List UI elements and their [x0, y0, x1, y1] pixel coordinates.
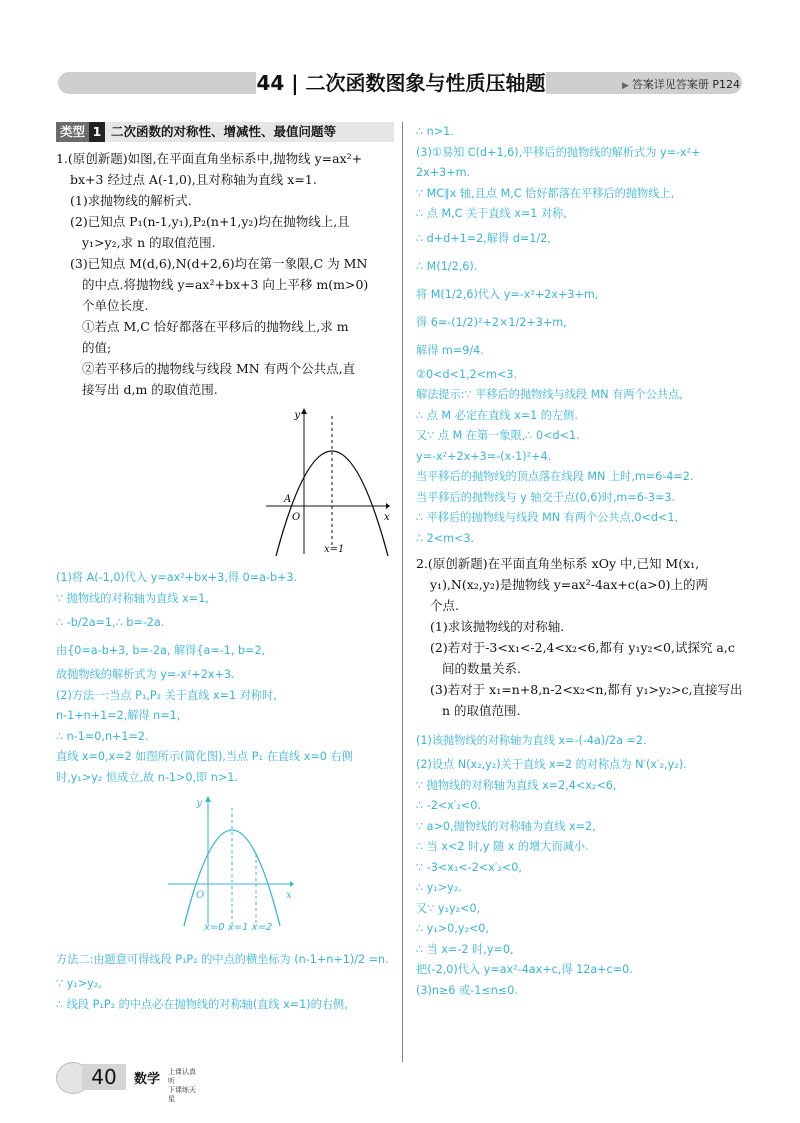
- answer-line: (1)该抛物线的对称轴为直线 x=-(-4a)/2a =2.: [416, 734, 647, 747]
- q2-part: 间的数量关系.: [442, 661, 521, 676]
- answer-reference-text: 答案详见答案册 P124: [631, 78, 740, 91]
- q1-part: 接写出 d,m 的取值范围.: [82, 382, 218, 397]
- answer-line: 直线 x=0,x=2 如图所示(简化图),当点 P₁ 在直线 x=0 右侧: [56, 750, 353, 763]
- answer-line: ∴ 线段 P₁P₂ 的中点必在抛物线的对称轴(直线 x=1)的右侧,: [56, 997, 348, 1011]
- q1-part: (3)已知点 M(d,6),N(d+2,6)均在第一象限,C 为 MN: [70, 256, 368, 271]
- triangle-icon: ▶: [621, 81, 629, 91]
- y-label: y: [196, 798, 202, 809]
- q2-part: (3)若对于 x₁=n+8,n-2<x₂<n,都有 y₁>y₂>c,直接写出: [430, 682, 743, 697]
- origin-label: O: [292, 512, 301, 523]
- answer-line: ∴ 2<m<3.: [416, 531, 475, 545]
- point-a-label: A: [284, 494, 292, 505]
- answer-line: 时,y₁>y₂ 恒成立,故 n-1>0,即 n>1.: [56, 770, 238, 784]
- q2-part: (2)若对于-3<x₁<-2,4<x₂<6,都有 y₁y₂<0,试探究 a,c: [430, 640, 735, 655]
- answer-line: ∴ 点 M,C 关于直线 x=1 对称,: [416, 207, 567, 220]
- answer-line: ∴ d+d+1=2,解得 d=1/2,: [416, 231, 551, 245]
- answer-line: ∴ y₁>0,y₂<0,: [416, 922, 489, 935]
- answer-line: ∴ y₁>y₂.: [416, 881, 462, 894]
- answer-line: 当平移后的抛物线的顶点落在线段 MN 上时,m=6-4=2.: [416, 470, 694, 483]
- page-number: 40: [82, 1064, 126, 1090]
- answer-line: n-1+n+1=2,解得 n=1,: [56, 709, 181, 722]
- y-axis-arrow: [301, 408, 307, 414]
- q1-part: y₁>y₂,求 n 的取值范围.: [82, 235, 216, 250]
- right-column: [416, 122, 746, 1001]
- q2-stem-line: 2.(原创新题)在平面直角坐标系 xOy 中,已知 M(x₁,: [416, 556, 700, 571]
- answer-line: (2)设点 N(x₂,y₂)关于直线 x=2 的对称点为 N′(x′₂,y₂).: [416, 758, 687, 771]
- graph-bottom-labels: x=0 x=1 x=2: [204, 922, 273, 933]
- answer-line: (1)将 A(-1,0)代入 y=ax²+bx+3,得 0=a-b+3.: [56, 571, 298, 584]
- answer-line: 又∵ 点 M 在第一象限,∴ 0<d<1.: [416, 429, 580, 442]
- answer-line: ②0<d<1,2<m<3.: [416, 367, 518, 381]
- q1-part: (1)求抛物线的解析式.: [70, 193, 192, 208]
- answer-line: ∴ 当 x=-2 时,y=0,: [416, 942, 514, 956]
- answer-line: ∴ 点 M 必定在直线 x=1 的左侧.: [416, 408, 578, 422]
- q1-part: 的中点.将抛物线 y=ax²+bx+3 向上平移 m(m>0): [82, 277, 369, 292]
- answer-line: y=-x²+2x+3=-(x-1)²+4.: [416, 449, 552, 463]
- q1-stem-line: 1.(原创新题)如图,在平面直角坐标系中,抛物线 y=ax²+: [56, 151, 363, 166]
- answer-line: (2)方法一:当点 P₁,P₂ 关于直线 x=1 对称时,: [56, 688, 277, 702]
- x-axis-arrow: [386, 503, 390, 509]
- origin-label: O: [196, 890, 205, 901]
- type-title: 二次函数的对称性、增减性、最值问题等: [105, 122, 394, 142]
- answer-line: 故抛物线的解析式为 y=-x²+2x+3.: [56, 668, 235, 681]
- type-number: 1: [89, 122, 105, 142]
- answer-line: ∵ -3<x₁<-2<x′₂<0,: [416, 860, 522, 874]
- answer-line: ∴ 平移后的抛物线与线段 MN 有两个公共点,0<d<1,: [416, 511, 679, 524]
- slogan: [168, 1068, 196, 1104]
- subject-label: 数学: [134, 1072, 161, 1087]
- q2-stem-line: y₁),N(x₂,y₂)是抛物线 y=ax²-4ax+c(a>0)上的两: [430, 577, 709, 592]
- answer-line: ∵ MC∥x 轴,且点 M,C 恰好都落在平移后的抛物线上,: [416, 186, 675, 200]
- type-heading: [56, 122, 394, 142]
- q2-stem-line: 个点.: [430, 598, 459, 613]
- page-title: 44 | 二次函数图象与性质压轴题: [256, 71, 546, 95]
- slogan-line: 下课练天星: [168, 1086, 196, 1103]
- answer-line: ∴ 当 x<2 时,y 随 x 的增大而减小.: [416, 840, 589, 853]
- x-axis-arrow: [290, 881, 294, 887]
- answer-line: ∴ n>1.: [416, 125, 454, 138]
- answer-line: 解得 m=9/4.: [416, 343, 484, 357]
- answer-line: ∵ 抛物线的对称轴为直线 x=2,4<x₂<6,: [416, 778, 617, 792]
- q1-part: (2)已知点 P₁(n-1,y₁),P₂(n+1,y₂)均在抛物线上,且: [70, 214, 350, 229]
- answer-line: ∵ a>0,抛物线的对称轴为直线 x=2,: [416, 819, 596, 833]
- answer-line: 得 6=-(1/2)²+2×1/2+3+m,: [416, 315, 567, 329]
- type-tag: 类型: [56, 122, 89, 142]
- answer-line: 当平移后的抛物线与 y 轴交于点(0,6)时,m=6-3=3.: [416, 490, 676, 504]
- q1-parabola-graph: [266, 406, 390, 556]
- answer-line: 解法提示:∵ 平移后的抛物线与线段 MN 有两个公共点,: [416, 388, 683, 401]
- answer-line: 方法二:由题意可得线段 P₁P₂ 的中点的横坐标为 (n-1+n+1)/2 =n.: [56, 953, 389, 966]
- q2-part: n 的取值范围.: [442, 703, 521, 718]
- answer-line: ∵ 抛物线的对称轴为直线 x=1,: [56, 591, 209, 605]
- page-footer: [56, 1062, 196, 1103]
- q2-part: (1)求该抛物线的对称轴.: [430, 619, 565, 634]
- symmetry-axis-label: x=1: [324, 544, 345, 555]
- answer-line: (3)n≥6 或-1≤n≤0.: [416, 983, 518, 997]
- q1-part: ②若平移后的抛物线与线段 MN 有两个公共点,直: [82, 361, 356, 376]
- answer-line: ∵ y₁>y₂,: [56, 977, 102, 990]
- q1-stem-line: bx+3 经过点 A(-1,0),且对称轴为直线 x=1.: [70, 172, 317, 187]
- answer-line: 由{0=a-b+3, b=-2a, 解得{a=-1, b=2,: [56, 644, 266, 657]
- answer-line: ∴ -2<x′₂<0.: [416, 799, 481, 812]
- column-divider: [402, 122, 403, 1062]
- answer-line: ∴ M(1/2,6).: [416, 259, 478, 273]
- q1-simplified-graph: [168, 794, 298, 934]
- y-axis-arrow: [205, 796, 211, 802]
- q1-part: 个单位长度.: [82, 298, 149, 313]
- q1-part: 的值;: [82, 340, 112, 355]
- answer-line: (3)①易知 C(d+1,6),平移后的抛物线的解析式为 y=-x²+: [416, 145, 701, 159]
- x-label: x: [384, 512, 390, 523]
- answer-line: 把(-2,0)代入 y=ax²-4ax+c,得 12a+c=0.: [416, 963, 633, 976]
- answer-line: ∴ -b/2a=1,∴ b=-2a.: [56, 616, 165, 629]
- slogan-line: 上课认真听: [168, 1068, 196, 1085]
- answer-reference: [600, 76, 740, 92]
- answer-line: 2x+3+m.: [416, 166, 471, 179]
- answer-line: 将 M(1/2,6)代入 y=-x²+2x+3+m,: [416, 287, 599, 301]
- answer-line: ∴ n-1=0,n+1=2.: [56, 729, 149, 743]
- y-label: y: [294, 410, 300, 421]
- left-column: [56, 122, 394, 1015]
- answer-line: 又∵ y₁y₂<0,: [416, 901, 481, 915]
- q1-part: ①若点 M,C 恰好都落在平移后的抛物线上,求 m: [82, 319, 349, 334]
- x-label: x: [286, 890, 292, 901]
